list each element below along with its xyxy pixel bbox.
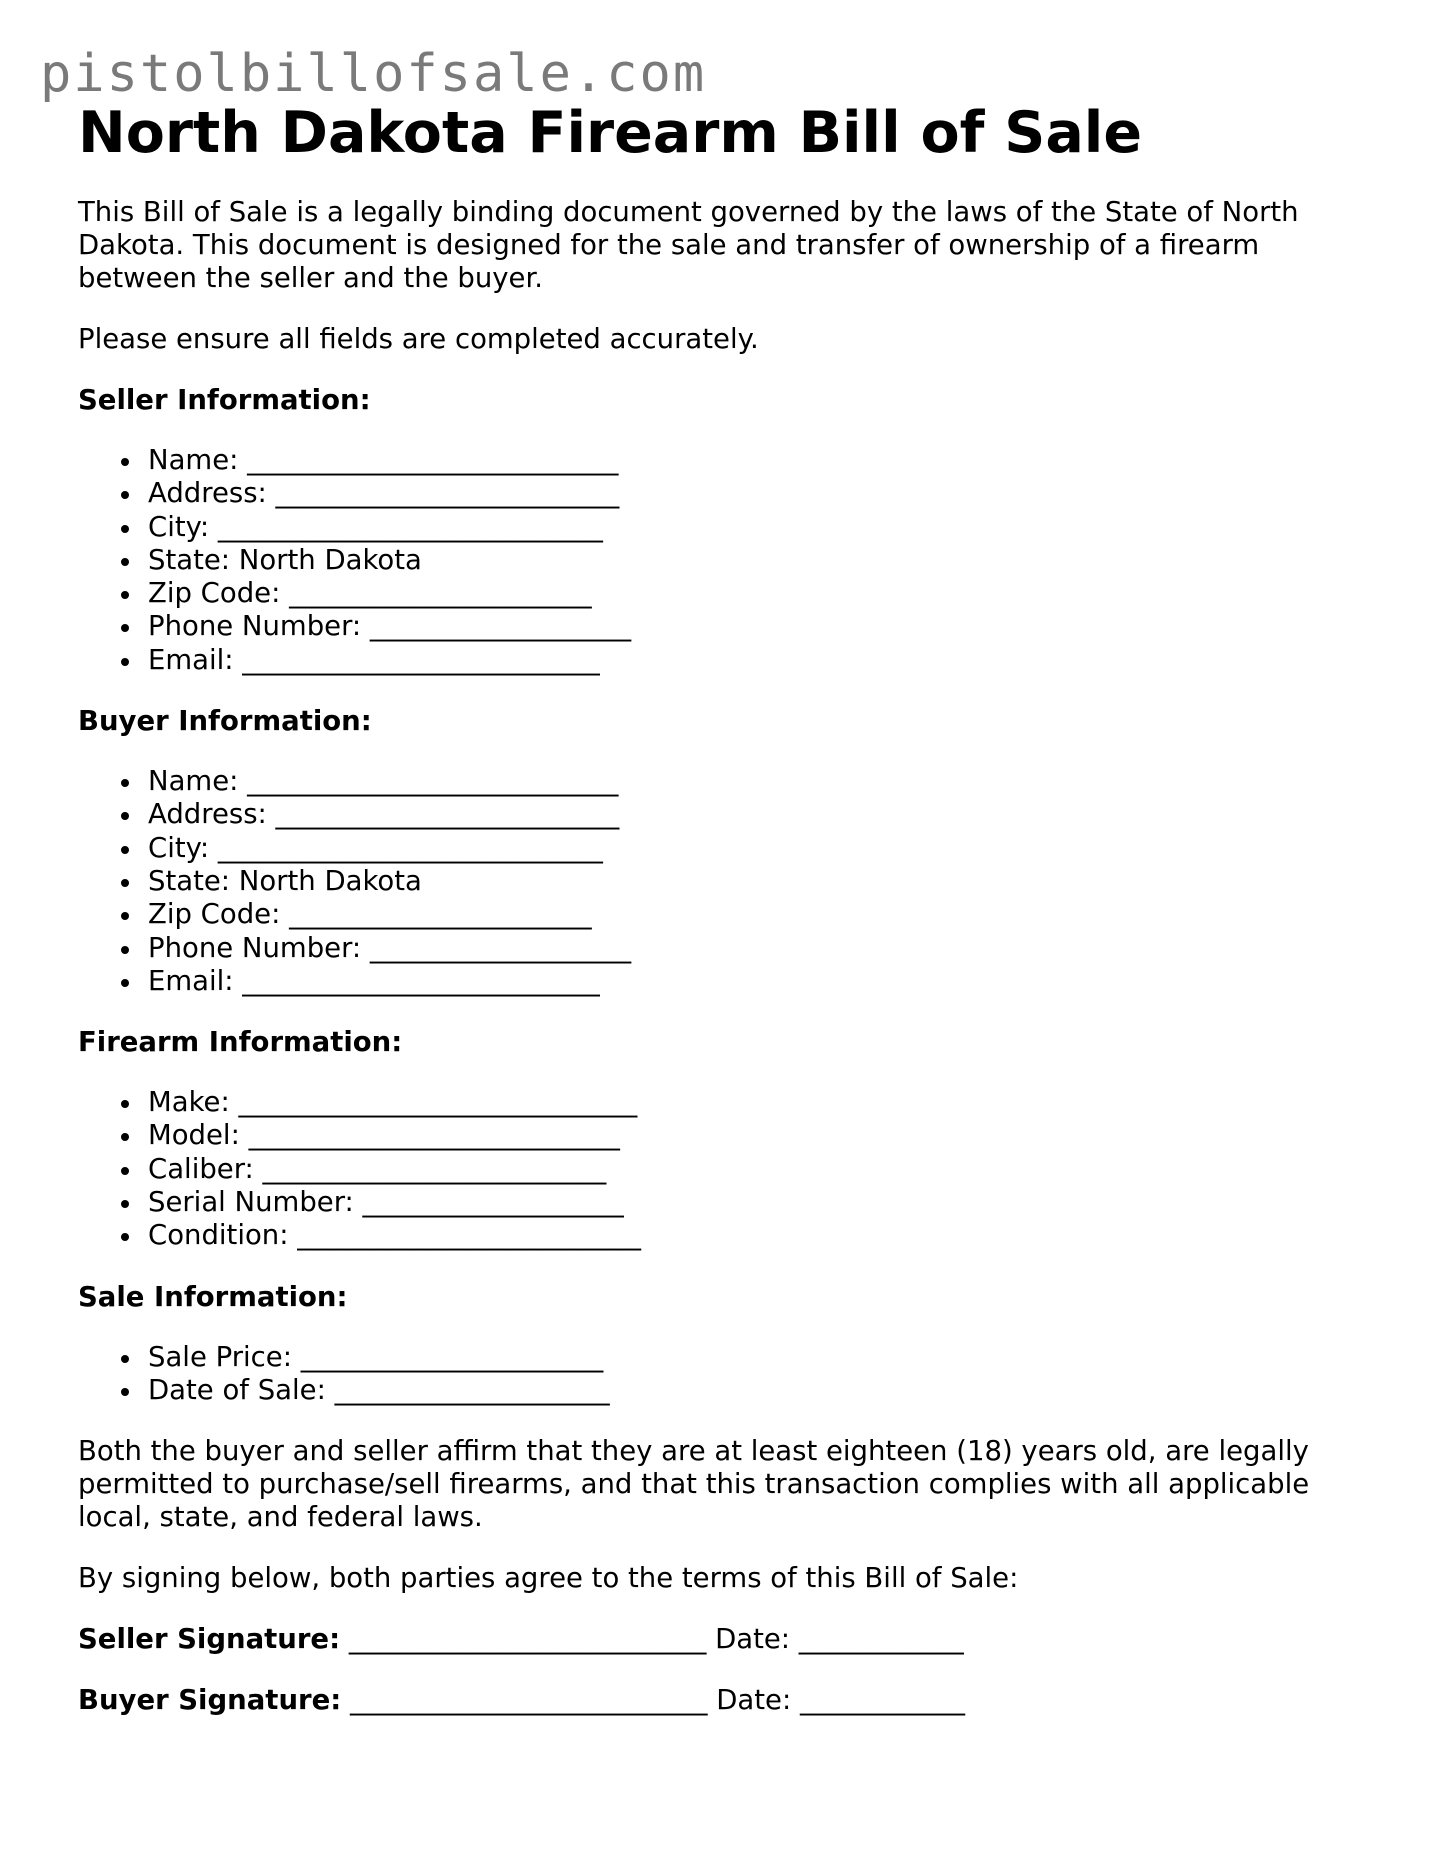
firearm-caliber-field: Caliber: _________________________	[148, 1153, 1368, 1186]
sale-date-field: Date of Sale: ____________________	[148, 1374, 1368, 1407]
sale-fields	[78, 1341, 1368, 1408]
affirmation-paragraph: Both the buyer and seller affirm that they are at least eighteen (18) years old, are legally permitted to purchase/sell firearms, and that this transaction complies with all applicable local, state, and federal laws.	[78, 1435, 1310, 1534]
seller-zip-field: Zip Code: ______________________	[148, 577, 1368, 610]
buyer-email-field: Email: __________________________	[148, 965, 1368, 998]
sale-heading: Sale Information:	[78, 1280, 348, 1313]
watermark: pistolbillofsale.com	[40, 44, 707, 104]
firearm-model-field: Model: ___________________________	[148, 1119, 1368, 1152]
buyer-signature-blanks: __________________________ Date: ____________	[341, 1684, 965, 1717]
document-title: North Dakota Firearm Bill of Sale	[78, 100, 1142, 166]
buyer-state-field: State: North Dakota	[148, 865, 1368, 898]
seller-signature-label: Seller Signature:	[78, 1623, 341, 1656]
seller-name-field: Name: ___________________________	[148, 444, 1368, 477]
intro-paragraph: This Bill of Sale is a legally binding document governed by the laws of the State of North Dakota. This document is designed for the sale and transfer of ownership of a firearm between the seller and the buyer.	[78, 196, 1299, 294]
agreement-paragraph: By signing below, both parties agree to the terms of this Bill of Sale:	[78, 1562, 1019, 1595]
seller-address-field: Address: _________________________	[148, 477, 1368, 510]
firearm-condition-field: Condition: _________________________	[148, 1219, 1368, 1252]
sale-price-field: Sale Price: ______________________	[148, 1341, 1368, 1374]
firearm-serial-field: Serial Number: ___________________	[148, 1186, 1368, 1219]
buyer-name-field: Name: ___________________________	[148, 765, 1368, 798]
buyer-heading: Buyer Information:	[78, 705, 372, 738]
buyer-address-field: Address: _________________________	[148, 798, 1368, 831]
buyer-signature-line	[78, 1684, 1368, 1717]
buyer-city-field: City: ____________________________	[148, 832, 1368, 865]
seller-state-field: State: North Dakota	[148, 544, 1368, 577]
buyer-fields	[78, 765, 1368, 998]
seller-heading: Seller Information:	[78, 384, 371, 416]
seller-fields	[78, 444, 1368, 677]
buyer-signature-label: Buyer Signature:	[78, 1684, 342, 1717]
seller-signature-blanks: __________________________ Date: ____________	[340, 1623, 964, 1656]
firearm-make-field: Make: _____________________________	[148, 1086, 1368, 1119]
seller-email-field: Email: __________________________	[148, 644, 1368, 677]
seller-city-field: City: ____________________________	[148, 511, 1368, 544]
buyer-phone-field: Phone Number: ___________________	[148, 932, 1368, 965]
buyer-zip-field: Zip Code: ______________________	[148, 898, 1368, 931]
seller-signature-line	[78, 1623, 1368, 1656]
firearm-heading: Firearm Information:	[78, 1026, 403, 1059]
instructions-paragraph: Please ensure all fields are completed accurately.	[78, 323, 759, 355]
seller-phone-field: Phone Number: ___________________	[148, 610, 1368, 643]
firearm-fields	[78, 1086, 1368, 1252]
document	[78, 96, 1368, 1717]
